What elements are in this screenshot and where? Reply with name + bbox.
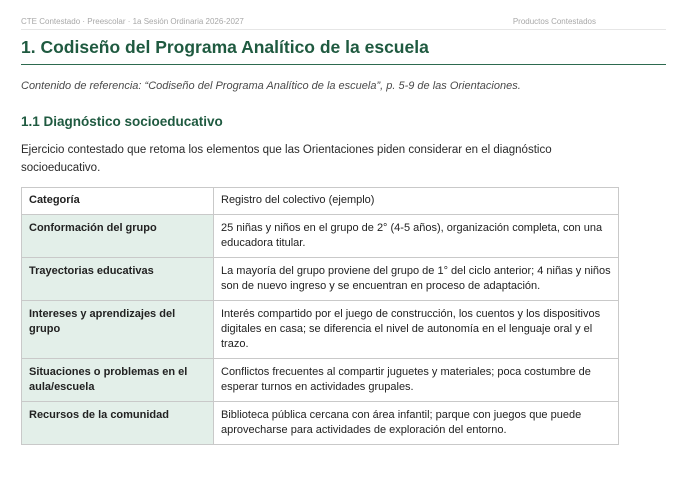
- row-category: Conformación del grupo: [22, 215, 214, 258]
- header-left-text: CTE Contestado · Preescolar · 1a Sesión Ordinaria 2026-2027: [21, 16, 244, 26]
- page-title: 1. Codiseño del Programa Analítico de la escuela: [21, 37, 429, 57]
- title-divider: [21, 64, 666, 65]
- column-header-record: Registro del colectivo (ejemplo): [214, 188, 619, 215]
- section-title: 1.1 Diagnóstico socioeducativo: [21, 114, 223, 129]
- row-value: Conflictos frecuentes al compartir juguetes y materiales; poca costumbre de esperar turnos en actividades grupales.: [214, 359, 619, 402]
- table-row: [22, 301, 619, 359]
- row-value: Interés compartido por el juego de construcción, los cuentos y los dispositivos digitales en casa; se diferencia el nivel de autonomía en el lenguaje oral y el trazo.: [214, 301, 619, 359]
- table-row: [22, 215, 619, 258]
- row-value: Biblioteca pública cercana con área infantil; parque con juegos que puede aprovecharse para actividades de exploración del entorno.: [214, 402, 619, 445]
- header-right-text: Productos Contestados: [512, 16, 596, 26]
- table-row: [22, 359, 619, 402]
- row-value: 25 niñas y niños en el grupo de 2° (4-5 años), organización completa, con una educadora titular.: [214, 215, 619, 258]
- table-header-row: [22, 188, 619, 215]
- page-header: [21, 13, 666, 29]
- table-row: [22, 258, 619, 301]
- row-category: Trayectorias educativas: [22, 258, 214, 301]
- table-row: [22, 402, 619, 445]
- row-category: Situaciones o problemas en el aula/escuela: [22, 359, 214, 402]
- section-intro: Ejercicio contestado que retoma los elementos que las Orientaciones piden considerar en el diagnóstico socioeducativo.: [21, 144, 552, 174]
- row-category: Intereses y aprendizajes del grupo: [22, 301, 214, 359]
- column-header-category: Categoría: [22, 188, 214, 215]
- row-value: La mayoría del grupo proviene del grupo de 1° del ciclo anterior; 4 niñas y niños son de nuevo ingreso y se encuentran en proceso de adaptación.: [214, 258, 619, 301]
- row-category: Recursos de la comunidad: [22, 402, 214, 445]
- reference-note: Contenido de referencia: “Codiseño del Programa Analítico de la escuela”, p. 5-9 de las Orientaciones.: [21, 80, 521, 92]
- header-divider: [21, 29, 666, 30]
- diagnostic-table: [21, 187, 619, 445]
